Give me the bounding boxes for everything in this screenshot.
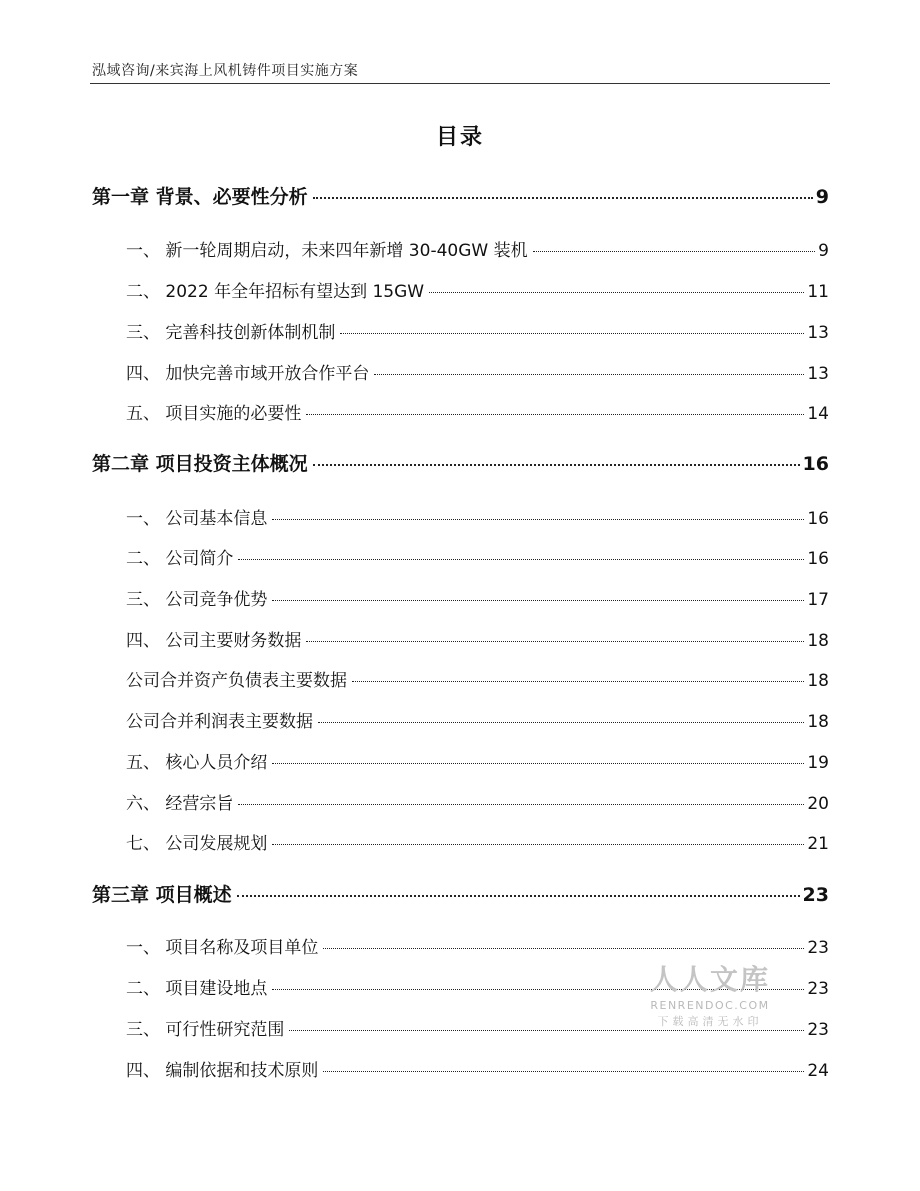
toc-entry-label: 第一章 背景、必要性分析 [92,186,308,208]
toc-entry-label: 第二章 项目投资主体概况 [92,453,308,475]
toc-entry-label: 二、 项目建设地点 [126,979,268,999]
toc-section[interactable] [126,748,829,773]
toc-page-number: 16 [807,549,829,569]
watermark-title: 人人文库 [649,963,770,996]
toc-entry-label: 公司合并资产负债表主要数据 [126,671,347,691]
toc-page-number: 21 [807,834,829,854]
toc-page-number: 18 [807,631,829,651]
toc-section[interactable] [126,277,829,302]
toc-entry-label: 二、 公司简介 [126,549,234,569]
toc-page-number: 23 [807,979,829,999]
dot-leader [306,414,804,415]
watermark-url: RENRENDOC.COM [650,999,770,1012]
toc-page-number: 9 [815,186,829,208]
toc-page-number: 13 [807,364,829,384]
toc-section[interactable] [126,236,829,261]
toc-page-number: 11 [807,282,829,302]
toc-entry-label: 一、 新一轮周期启动，未来四年新增 30-40GW 装机 [126,241,528,261]
toc-section[interactable] [126,707,829,732]
watermark [645,958,775,1029]
toc-page-number: 20 [807,794,829,814]
toc-page-number: 19 [807,753,829,773]
dot-leader [340,333,804,334]
toc-entry-label: 公司合并利润表主要数据 [126,712,313,732]
dot-leader [323,1071,804,1072]
toc-entry-label: 三、 可行性研究范围 [126,1020,285,1040]
toc-page-number: 18 [807,712,829,732]
dot-leader [313,197,813,199]
toc-section[interactable] [126,933,829,958]
running-header: 泓域咨询/来宾海上风机铸件项目实施方案 [92,63,359,79]
toc-page-number: 17 [807,590,829,610]
dot-leader [318,722,804,723]
dot-leader [272,844,804,845]
toc-page-number: 14 [807,404,829,424]
dot-leader [374,374,804,375]
toc-section[interactable] [126,829,829,854]
toc-entry-label: 三、 公司竞争优势 [126,590,268,610]
toc-page-number: 16 [802,453,829,475]
dot-leader [238,804,804,805]
toc-entry-label: 五、 项目实施的必要性 [126,404,302,424]
toc-section[interactable] [126,626,829,651]
toc-entry-label: 第三章 项目概述 [92,884,232,906]
dot-leader [352,681,804,682]
dot-leader [289,1030,804,1031]
toc-page-number: 16 [807,509,829,529]
dot-leader [272,519,804,520]
toc-chapter-2[interactable] [92,449,829,476]
toc-entry-label: 七、 公司发展规划 [126,834,268,854]
toc-page-number: 13 [807,323,829,343]
toc-entry-label: 四、 加快完善市域开放合作平台 [126,364,370,384]
toc-section[interactable] [126,585,829,610]
toc-entry-label: 五、 核心人员介绍 [126,753,268,773]
toc-page-number: 24 [807,1061,829,1081]
dot-leader [429,292,804,293]
toc-entry-label: 三、 完善科技创新体制机制 [126,323,336,343]
toc-page-number: 9 [818,241,829,261]
toc-title: 目录 [435,125,484,150]
toc-page-number: 23 [802,884,829,906]
toc-section[interactable] [126,318,829,343]
toc-page-number: 18 [807,671,829,691]
header-divider [90,83,830,84]
toc-section[interactable] [126,1056,829,1081]
toc-entry-label: 一、 项目名称及项目单位 [126,938,319,958]
toc-entry-label: 四、 公司主要财务数据 [126,631,302,651]
watermark-subtitle: 下载高清无水印 [657,1015,763,1028]
toc-chapter-1[interactable] [92,182,829,209]
toc-chapter-3[interactable] [92,880,829,907]
toc-page-number: 23 [807,938,829,958]
dot-leader [272,763,804,764]
dot-leader [306,641,804,642]
dot-leader [237,895,800,897]
toc-section[interactable] [126,504,829,529]
toc-entry-label: 六、 经营宗旨 [126,794,234,814]
toc-entry-label: 四、 编制依据和技术原则 [126,1061,319,1081]
toc-section[interactable] [126,399,829,424]
dot-leader [533,251,816,252]
dot-leader [313,464,800,466]
toc-section[interactable] [126,544,829,569]
toc-section[interactable] [126,666,829,691]
dot-leader [238,559,804,560]
toc-entry-label: 二、 2022 年全年招标有望达到 15GW [126,282,425,302]
toc-section[interactable] [126,789,829,814]
dot-leader [272,600,804,601]
toc-entry-label: 一、 公司基本信息 [126,509,268,529]
toc-section[interactable] [126,359,829,384]
toc-page-number: 23 [807,1020,829,1040]
dot-leader [323,948,804,949]
